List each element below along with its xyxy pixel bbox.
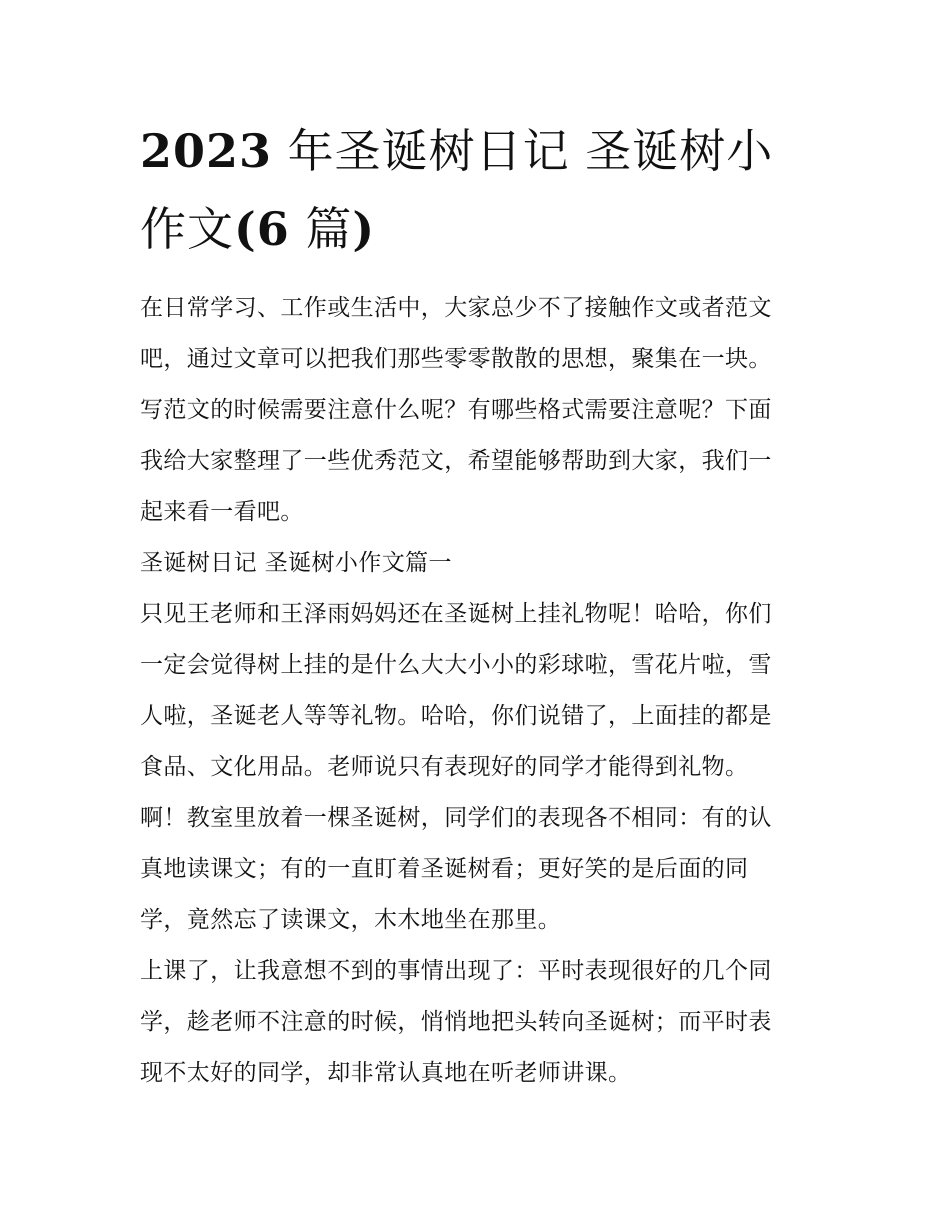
- text-line: 现不太好的同学，却非常认真地在听老师讲课。: [140, 1060, 632, 1086]
- text-line: 真地读课文；有的一直盯着圣诞树看；更好笑的是后面的同: [140, 856, 749, 882]
- text-line: 写范文的时候需要注意什么呢？有哪些格式需要注意呢？下面: [140, 397, 772, 423]
- document-page: [140, 112, 820, 1099]
- title-text-1: 年圣诞树日记 圣诞树小: [287, 124, 774, 178]
- section-heading: [140, 538, 820, 589]
- text-line: 吧，通过文章可以把我们那些零零散散的思想，聚集在一块。: [140, 346, 772, 372]
- text-line: 学，竟然忘了读课文，木木地坐在那里。: [140, 907, 562, 933]
- document-title: [140, 112, 820, 268]
- text-line: 圣诞树日记 圣诞树小作文篇一: [140, 550, 452, 576]
- text-line: 我给大家整理了一些优秀范文，希望能够帮助到大家，我们一: [140, 448, 772, 474]
- text-line: 只见王老师和王泽雨妈妈还在圣诞树上挂礼物呢！哈哈，你们: [140, 601, 772, 627]
- text-line: 啊！教室里放着一棵圣诞树，同学们的表现各不相同：有的认: [140, 805, 772, 831]
- title-count: (6: [234, 202, 290, 256]
- text-line: 学，趁老师不注意的时候，悄悄地把头转向圣诞树；而平时表: [140, 1009, 772, 1035]
- paragraph-3: [140, 946, 820, 1099]
- text-line: 人啦，圣诞老人等等礼物。哈哈，你们说错了，上面挂的都是: [140, 703, 772, 729]
- title-line-2: [140, 190, 820, 268]
- paragraph-intro: [140, 283, 820, 538]
- text-line: 一定会觉得树上挂的是什么大大小小的彩球啦，雪花片啦，雪: [140, 652, 772, 678]
- text-line: 上课了，让我意想不到的事情出现了：平时表现很好的几个同: [140, 958, 772, 984]
- text-line: 在日常学习、工作或生活中，大家总少不了接触作文或者范文: [140, 295, 772, 321]
- title-year: 2023: [140, 124, 273, 178]
- title-text-2: 作文: [140, 202, 234, 256]
- title-line-1: [140, 112, 820, 190]
- paragraph-1: [140, 589, 820, 793]
- text-line: 食品、文化用品。老师说只有表现好的同学才能得到礼物。: [140, 754, 749, 780]
- title-paren: ): [352, 202, 376, 256]
- text-line: 起来看一看吧。: [140, 499, 304, 525]
- document-body: [140, 283, 820, 1099]
- paragraph-2: [140, 793, 820, 946]
- title-text-3: 篇: [305, 202, 353, 256]
